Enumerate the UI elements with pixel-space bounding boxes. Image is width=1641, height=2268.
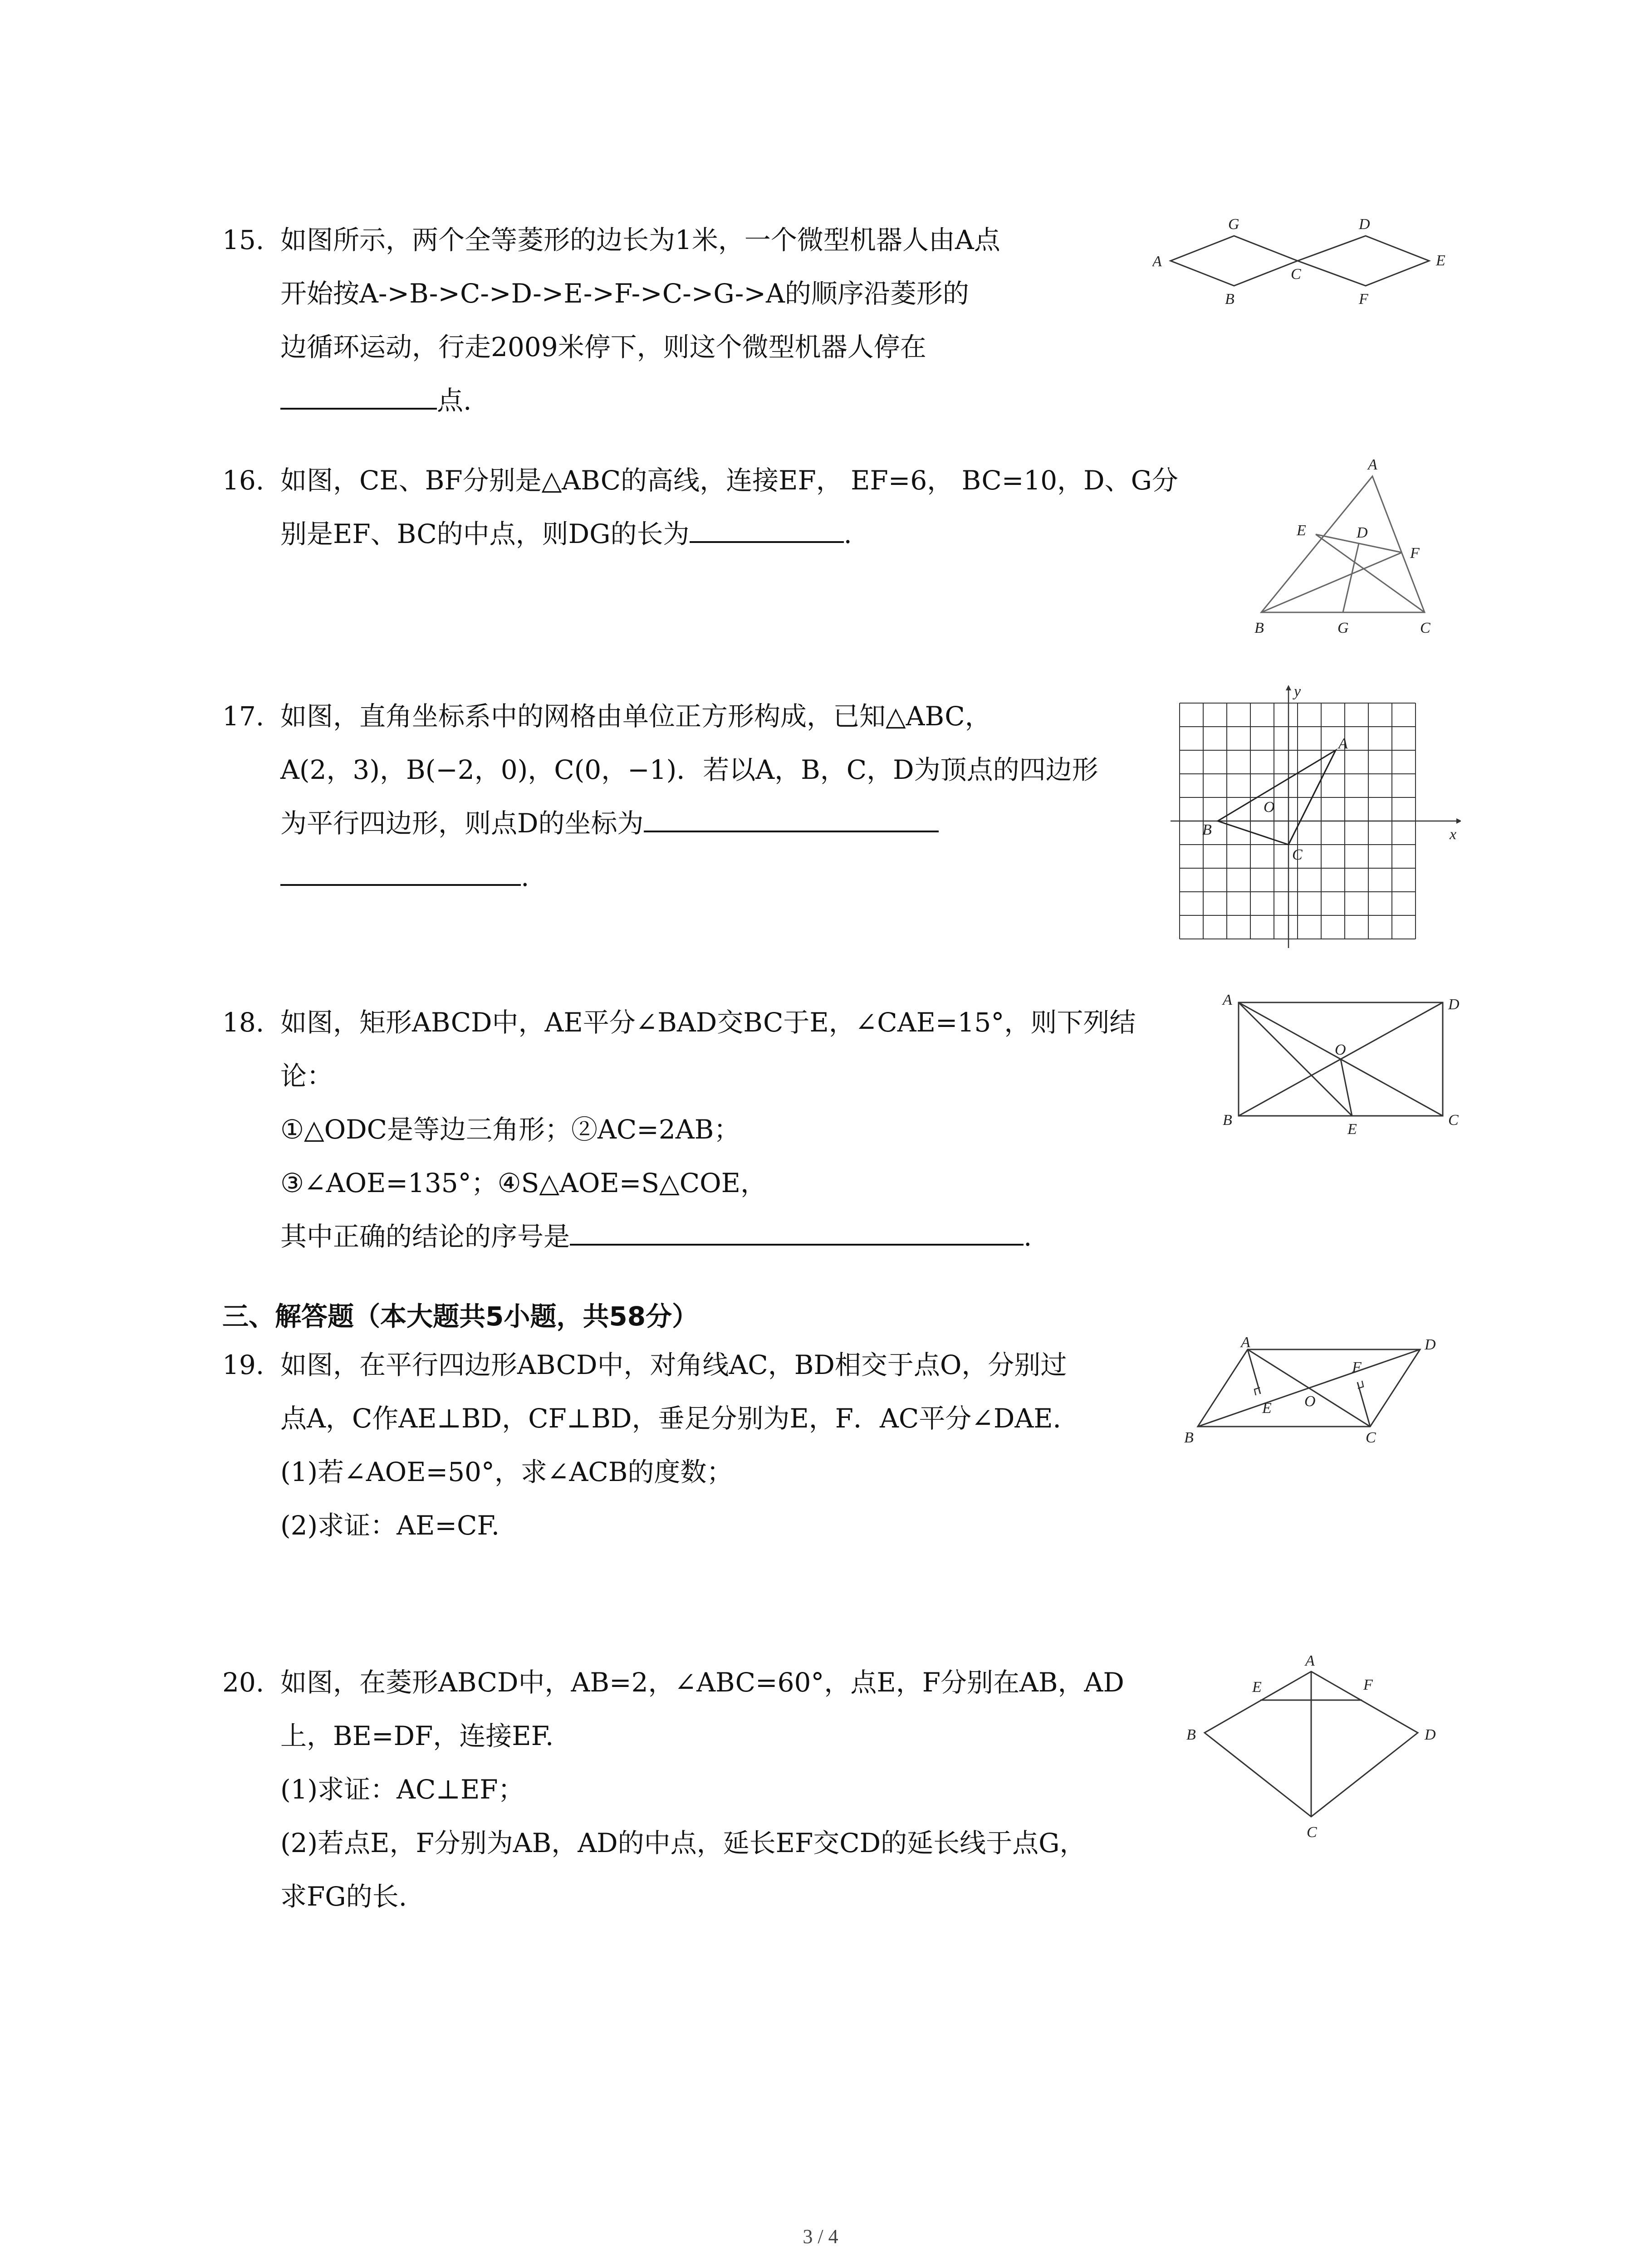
label-F: F [1410,545,1420,562]
label-B: B [1225,291,1234,308]
question-number: 17. [222,701,265,732]
question-text-line: 如图所示，两个全等菱形的边长为1米，一个微型机器人由A点 [280,225,1000,255]
question-text-line: 其中正确的结论的序号是 [280,1221,570,1252]
question-number: 19. [222,1349,265,1380]
question-text-line: (1)若∠AOE=50°，求∠ACB的度数； [280,1457,733,1487]
label-C: C [1448,1112,1459,1129]
question-text-line: 别是EF、BC的中点，则DG的长为 [280,518,690,549]
label-F: F [1352,1359,1362,1376]
question-text-line: 开始按A->B->C->D->E->F->C->G->A的顺序沿菱形的 [280,278,969,309]
answer-blank[interactable] [570,1217,1024,1246]
label-D: D [1359,216,1370,233]
question-text-line: (2)若点E，F分别为AB，AD的中点，延长EF交CD的延长线于点G， [280,1828,1086,1858]
label-A: A [1305,1652,1315,1669]
figure-parallelogram [1180,1334,1461,1461]
label-O: O [1335,1041,1346,1058]
label-O: O [1304,1393,1316,1410]
label-D: D [1425,1726,1436,1743]
label-E: E [1262,1400,1272,1417]
question-number: 16. [222,465,265,496]
label-B: B [1254,620,1264,636]
answer-blank[interactable] [280,857,521,886]
label-G: G [1337,620,1349,636]
figure-rectangle [1216,989,1470,1143]
question-text-line: ①△ODC是等边三角形；②AC=2AB； [280,1114,740,1145]
label-C: C [1420,620,1430,636]
answer-blank[interactable] [644,803,939,832]
question-text-line: 点A，C作AE⊥BD，CF⊥BD，垂足分别为E，F．AC平分∠DAE． [280,1403,1079,1434]
label-B: B [1186,1726,1196,1743]
question-text-line: 点. [437,385,472,416]
question-text-line: 边循环运动，行走2009米停下，则这个微型机器人停在 [280,332,926,362]
label-B: B [1202,821,1212,838]
label-C: C [1366,1429,1376,1446]
label-C: C [1307,1824,1317,1841]
question-text-line: 如图，CE、BF分别是△ABC的高线，连接EF， EF=6， BC=10，D、G分 [280,465,1178,496]
period: . [1024,1221,1032,1252]
figure-rhombus [1180,1651,1452,1851]
question-text-line: 上，BE=DF，连接EF. [280,1721,554,1751]
label-C: C [1291,266,1301,283]
label-B: B [1223,1112,1232,1129]
question-19 [222,1338,1079,1552]
period: . [521,861,529,892]
question-text-line: ③∠AOE=135°；④S△AOE=S△COE， [280,1168,767,1198]
question-20 [222,1656,1124,1923]
figure-coordinate-grid [1166,680,1461,953]
label-E: E [1347,1121,1357,1138]
question-text-line: 如图，直角坐标系中的网格由单位正方形构成，已知△ABC， [280,701,991,732]
period: . [843,518,852,549]
label-O: O [1264,799,1275,816]
question-18 [222,996,1136,1263]
question-text-line: 为平行四边形，则点D的坐标为 [280,808,644,839]
question-17 [222,689,1098,904]
question-number: 15. [222,225,265,255]
label-B: B [1184,1429,1194,1446]
label-C: C [1292,846,1303,863]
question-number: 20. [222,1667,265,1698]
label-F: F [1359,291,1368,308]
label-D: D [1425,1336,1436,1353]
page-number: 3 / 4 [803,2225,838,2248]
label-F: F [1363,1677,1373,1693]
section-heading: 三、解答题（本大题共5小题，共58分） [222,1301,699,1332]
question-text-line: (1)求证：AC⊥EF； [280,1774,524,1805]
label-A: A [1223,992,1232,1008]
question-text-line: (2)求证：AE=CF. [280,1510,500,1541]
label-x: x [1450,826,1457,843]
question-text-line: A(2，3)，B(−2，0)，C(0，−1)．若以A，B，C，D为顶点的四边形 [280,754,1098,785]
figure-two-rhombuses [1152,206,1470,311]
label-D: D [1448,996,1460,1013]
question-text-line: 求FG的长. [280,1881,407,1912]
question-16 [222,454,1178,561]
label-D: D [1357,524,1368,541]
label-A: A [1338,735,1348,752]
question-text-line: 如图，矩形ABCD中，AE平分∠BAD交BC于E，∠CAE=15°，则下列结 [280,1007,1136,1038]
question-15 [222,213,1000,427]
label-A: A [1152,253,1162,270]
label-E: E [1436,252,1445,269]
question-text-line: 论： [280,1061,333,1091]
label-E: E [1252,1679,1262,1696]
label-E: E [1297,522,1306,539]
label-y: y [1294,683,1301,700]
label-A: A [1368,456,1377,473]
label-G: G [1228,216,1239,233]
answer-blank[interactable] [280,381,437,410]
label-A: A [1241,1334,1250,1351]
question-text-line: 如图，在菱形ABCD中，AB=2，∠ABC=60°，点E，F分别在AB，AD [280,1667,1124,1698]
question-number: 18. [222,1007,265,1038]
figure-triangle-altitudes [1243,454,1461,640]
question-text-line: 如图，在平行四边形ABCD中，对角线AC，BD相交于点O，分别过 [280,1349,1067,1380]
answer-blank[interactable] [690,514,844,543]
